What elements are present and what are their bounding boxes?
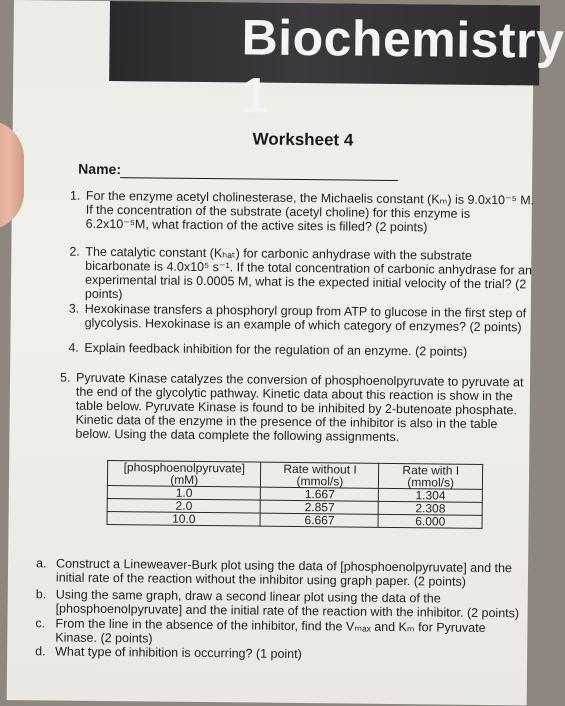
subpart-letter: c. [35,616,46,631]
name-label: Name: [78,160,122,178]
question-4 [68,340,534,359]
question-number: 4. [68,340,79,355]
question-5 [59,370,534,445]
question-text: Pyruvate Kinase catalyzes the conversion of phosphoenolpyruvate to pyruvate at the end of the glycolytic pathway. Kinetic data about this reaction is show in the table below. Pyruvate Kinase is found to be inhibited by 2-butenoate phosphate. Kinetic data of the enzyme in the presence of the inhibitor is also in the table below. Using the data complete the following assignments. [75,370,524,445]
subpart-a [36,556,516,589]
table-header-row [107,461,482,490]
course-banner [109,1,565,124]
course-title: Biochemistry 1 [240,9,565,124]
table-cell: 10.0 [107,512,261,527]
table-header-cell: [phosphoenolpyruvate] (mM) [107,461,261,488]
subpart-text: Construct a Lineweaver-Burk plot using the data of [phosphoenolpyruvate] and the initial rate of the reaction without the inhibitor using graph paper. (2 points) [55,556,513,589]
subpart-text: What type of inhibition is occurring? (1 point) [55,644,302,662]
question-1 [69,188,536,235]
table-cell: 2.0 [107,499,261,514]
table-row [107,512,482,529]
table-header-cell: Rate with I (mmol/s) [379,463,483,489]
table-cell: 1.667 [261,487,379,501]
question-number: 5. [59,370,71,385]
kinetics-table [107,460,484,529]
table-cell: 6.000 [378,514,482,528]
question-text: Hexokinase transfers a phosphoryl group from ATP to glucose in the first step of glycolysis. Hexokinase is an example of which category of enzymes? (2 points) [84,301,527,335]
subpart-letter: b. [35,587,47,602]
worksheet-title: Worksheet 4 [252,129,354,150]
question-text: For the enzyme acetyl cholinesterase, the Michaelis constant (Kₘ) is 9.0x10⁻⁵ M. If the concentration of the substrate (acetyl choline) for this enzyme is 6.2x10⁻⁵M, what fraction of the active sites is filled? (2 points) [85,188,535,235]
table-header-cell: Rate without I (mmol/s) [261,462,379,488]
table-cell: 1.304 [379,488,483,502]
subpart-text: From the line in the absence of the inhibitor, find the Vₘₐₓ and Kₘ for Pyruvate Kinase. (2 points) [55,616,486,646]
subpart-letter: d. [35,644,46,659]
subpart-text: Using the same graph, draw a second linear plot using the data of the [phosphoenolpyruvate] and the initial rate of the reaction with the inhibitor. (2 points) [55,587,520,621]
table-cell: 1.0 [107,486,261,501]
question-number: 2. [69,244,80,259]
name-blank-line [120,177,398,181]
worksheet-paper [7,0,565,705]
question-number: 1. [69,188,81,203]
table-cell: 6.667 [260,513,378,527]
question-text: The catalytic constant (Kₕₐₜ) for carbonic anhydrase with the substrate bicarbonate is 4.0x10⁵ s⁻¹. If the total concentration of carbonic anhydrase for an experimental trial is 0.0005 M, what is the expected initial velocity of the trial? (2 points) [84,244,533,302]
table-cell: 2.857 [261,500,379,514]
question-2 [69,244,535,302]
table-cell: 2.308 [379,501,483,515]
subpart-letter: a. [36,556,47,571]
question-number: 3. [68,301,80,316]
question-text: Explain feedback inhibition for the regulation of an enzyme. (2 points) [84,340,468,359]
